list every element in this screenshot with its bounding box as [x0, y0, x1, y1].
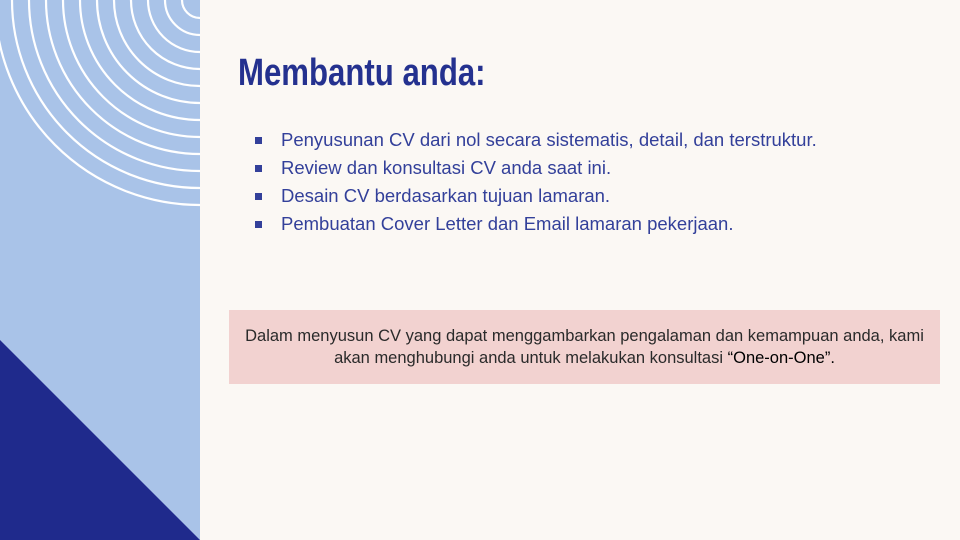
bullet-item [255, 154, 817, 182]
square-bullet-icon [255, 193, 262, 200]
bullet-text: Penyusunan CV dari nol secara sistematis, detail, dan terstruktur. [281, 129, 817, 150]
callout-body: Dalam menyusun CV yang dapat menggambarkan pengalaman dan kemampuan anda, kami akan menghubungi anda untuk melakukan konsultasi [245, 327, 924, 367]
slide-title: Membantu anda: [238, 52, 486, 94]
bullet-list [255, 126, 817, 238]
dark-triangle-decoration [0, 340, 200, 540]
bullet-text: Review dan konsultasi CV anda saat ini. [281, 157, 612, 178]
square-bullet-icon [255, 165, 262, 172]
bullet-text: Pembuatan Cover Letter dan Email lamaran pekerjaan. [281, 213, 734, 234]
bullet-text: Desain CV berdasarkan tujuan lamaran. [281, 185, 611, 206]
bullet-item [255, 210, 817, 238]
callout-box [229, 310, 940, 384]
square-bullet-icon [255, 221, 262, 228]
bullet-item [255, 126, 817, 154]
callout-text [240, 325, 930, 369]
bullet-item [255, 182, 817, 210]
square-bullet-icon [255, 137, 262, 144]
decorative-side-panel [0, 0, 200, 540]
concentric-arcs-decoration [0, 0, 200, 540]
callout-emphasis: “One-on-One”. [727, 349, 835, 367]
